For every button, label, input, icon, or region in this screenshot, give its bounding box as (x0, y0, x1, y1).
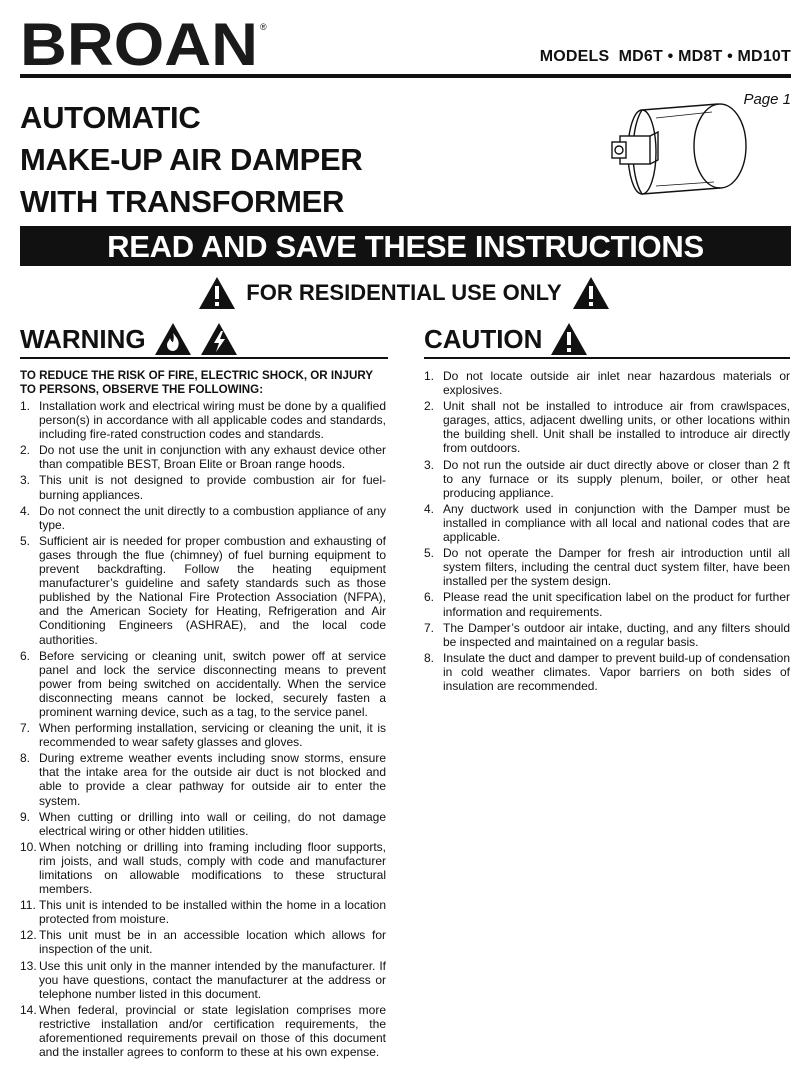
fire-hazard-icon (154, 322, 192, 356)
warning-item-text: This unit must be in an accessible location which allows for inspection of the unit. (39, 928, 386, 957)
warning-item-text: Sufficient air is needed for proper combustion and exhausting of gases through the flue (chimney) of fuel burning equipment to prevent backdrafting. Follow the heating equipment manufacturer’s guideline and safety standards such as those published by the National Fire Protection Association (NFPA), and the American Society for Heating, Refrigeration and Air Conditioning Engineers (ASHRAE), and the local code authorities. (39, 533, 386, 647)
registered-mark: ® (260, 22, 267, 32)
warning-item (20, 473, 386, 501)
warning-item (20, 810, 386, 838)
warning-item (20, 1003, 386, 1059)
document-title (20, 97, 363, 223)
title-line-3: WITH TRANSFORMER (20, 184, 345, 219)
broan-logo (20, 18, 270, 70)
caution-item-number: 1. (424, 369, 435, 383)
warning-item-number: 5. (20, 533, 31, 548)
warning-item (20, 504, 386, 532)
caution-item (424, 399, 790, 455)
title-line-1: AUTOMATIC (20, 100, 201, 135)
warning-item-number: 8. (20, 751, 31, 766)
caution-item (424, 369, 790, 397)
svg-text:BROAN: BROAN (20, 18, 258, 70)
header-divider (20, 74, 791, 78)
warning-item-number: 13. (20, 958, 37, 973)
page-number: Page 1 (743, 91, 791, 108)
warning-item (20, 399, 386, 441)
warning-triangle-icon (198, 276, 236, 310)
warning-item-text: This unit is intended to be installed within the home in a location protected from moisture. (39, 898, 386, 927)
warning-item-number: 9. (20, 809, 31, 824)
residential-label: FOR RESIDENTIAL USE ONLY (246, 280, 562, 305)
warning-intro: TO REDUCE THE RISK OF FIRE, ELECTRIC SHOCK, OR INJURY TO PERSONS, OBSERVE THE FOLLOWING: (20, 369, 373, 396)
warning-item-number: 11. (20, 898, 36, 913)
warning-triangle-icon (550, 322, 588, 356)
caution-item-text: Insulate the duct and damper to prevent build-up of condensation in cold weather climates. Vapor barriers on both sides of insulation are recommended. (443, 650, 790, 693)
warning-item (20, 649, 386, 719)
warning-item-number: 6. (20, 648, 31, 663)
warning-item-text: Do not connect the unit directly to a combustion appliance of any type. (39, 503, 386, 532)
caution-item-number: 4. (424, 501, 435, 516)
warning-item-number: 3. (20, 473, 31, 488)
caution-item-text: Do not operate the Damper for fresh air introduction until all system filters, including the central duct system filter, have been installed per the system design. (443, 546, 790, 589)
warning-item (20, 840, 386, 896)
warning-item (20, 959, 386, 1001)
warning-item (20, 721, 386, 749)
caution-item-text: Do not run the outside air duct directly above or closer than 2 ft to any furnace or its supply plenum, boiler, or other heat producing appliance. (443, 457, 790, 500)
warning-list (20, 399, 386, 1061)
warning-item-text: Before servicing or cleaning unit, switch power off at service panel and lock the service disconnecting means to prevent power from being switched on accidentally. When the service disconnecting means cannot be locked, securely fasten a prominent warning device, such as a tag, to the service panel. (39, 648, 386, 719)
title-line-2: MAKE-UP AIR DAMPER (20, 142, 363, 177)
warning-item-text: When performing installation, servicing or cleaning the unit, it is recommended to wear safety glasses and gloves. (39, 721, 386, 750)
warning-heading-text: WARNING (20, 323, 146, 354)
warning-item-number: 14. (20, 1002, 37, 1017)
warning-triangle-icon (572, 276, 610, 310)
warning-item-number: 7. (20, 721, 31, 736)
models-label: MODELS MD6T • MD8T • MD10T (539, 48, 791, 65)
warning-item-number: 1. (20, 399, 31, 413)
warning-item (20, 751, 386, 807)
caution-item-number: 7. (424, 620, 435, 635)
caution-item-number: 8. (424, 650, 435, 665)
warning-item-text: Installation work and electrical wiring must be done by a qualified person(s) in accordance with all applicable codes and standards, including fire-rated construction codes and standards. (39, 399, 386, 442)
caution-item-text: Unit shall not be installed to introduce air from crawlspaces, garages, attics, adjacent dwelling units, or other locations within the building shell. Unit shall be installed to introduce air directly from outdoors. (443, 399, 790, 456)
caution-heading-text: CAUTION (424, 323, 543, 354)
caution-item-text: The Damper’s outdoor air intake, ducting, and any filters should be inspected and maintained on a regular basis. (443, 620, 790, 649)
read-save-banner: READ AND SAVE THESE INSTRUCTIONS (20, 226, 791, 266)
caution-item (424, 651, 790, 693)
caution-item-number: 6. (424, 590, 435, 605)
warning-item-text: When cutting or drilling into wall or ceiling, do not damage electrical wiring or other hidden utilities. (39, 809, 386, 838)
warning-item-number: 12. (20, 928, 37, 943)
warning-item-text: When notching or drilling into framing including floor supports, rim joists, and wall studs, comply with code and manufacturer limitations on allowable modifications to these structural members. (39, 839, 386, 897)
caution-item-text: Please read the unit specification label on the product for further information and requirements. (443, 590, 790, 619)
caution-divider (424, 357, 790, 359)
warning-item-number: 2. (20, 443, 31, 458)
warning-item-text: During extreme weather events including snow storms, ensure that the intake area for the outside air duct is not blocked and able to provide a clear pathway for outside air to enter the system. (39, 751, 386, 808)
residential-use-notice (0, 273, 808, 313)
warning-heading (20, 322, 238, 356)
warning-item-text: When federal, provincial or state legislation comprises more restrictive installation and/or certification requirements, the aforementioned requirements prevail on those of this document and the installer agrees to conform to these at his own expense. (39, 1002, 386, 1060)
warning-item-text: Do not use the unit in conjunction with any exhaust device other than compatible BEST, Broan Elite or Broan range hoods. (39, 443, 386, 472)
electric-shock-icon (200, 322, 238, 356)
warning-item (20, 534, 386, 647)
caution-item (424, 546, 790, 588)
caution-item-number: 2. (424, 399, 435, 414)
caution-item-text: Do not locate outside air inlet near hazardous materials or explosives. (443, 369, 790, 398)
warning-item-text: Use this unit only in the manner intended by the manufacturer. If you have questions, contact the manufacturer at the address or telephone number listed in this document. (39, 958, 386, 1001)
warning-item (20, 928, 386, 956)
warning-divider (20, 357, 388, 359)
caution-item-number: 3. (424, 457, 435, 472)
warning-item-text: This unit is not designed to provide combustion air for fuel-burning appliances. (39, 473, 386, 502)
warning-item (20, 443, 386, 471)
warning-item-number: 4. (20, 503, 31, 518)
caution-item-number: 5. (424, 546, 435, 561)
caution-item (424, 621, 790, 649)
caution-item (424, 502, 790, 544)
caution-heading (424, 322, 588, 356)
caution-item (424, 458, 790, 500)
damper-illustration (600, 98, 750, 198)
caution-item (424, 590, 790, 618)
caution-item-text: Any ductwork used in conjunction with the Damper must be installed in compliance with all local and national codes that are applicable. (443, 501, 790, 545)
caution-list (424, 369, 790, 695)
warning-item-number: 10. (20, 839, 37, 854)
warning-item (20, 898, 386, 926)
